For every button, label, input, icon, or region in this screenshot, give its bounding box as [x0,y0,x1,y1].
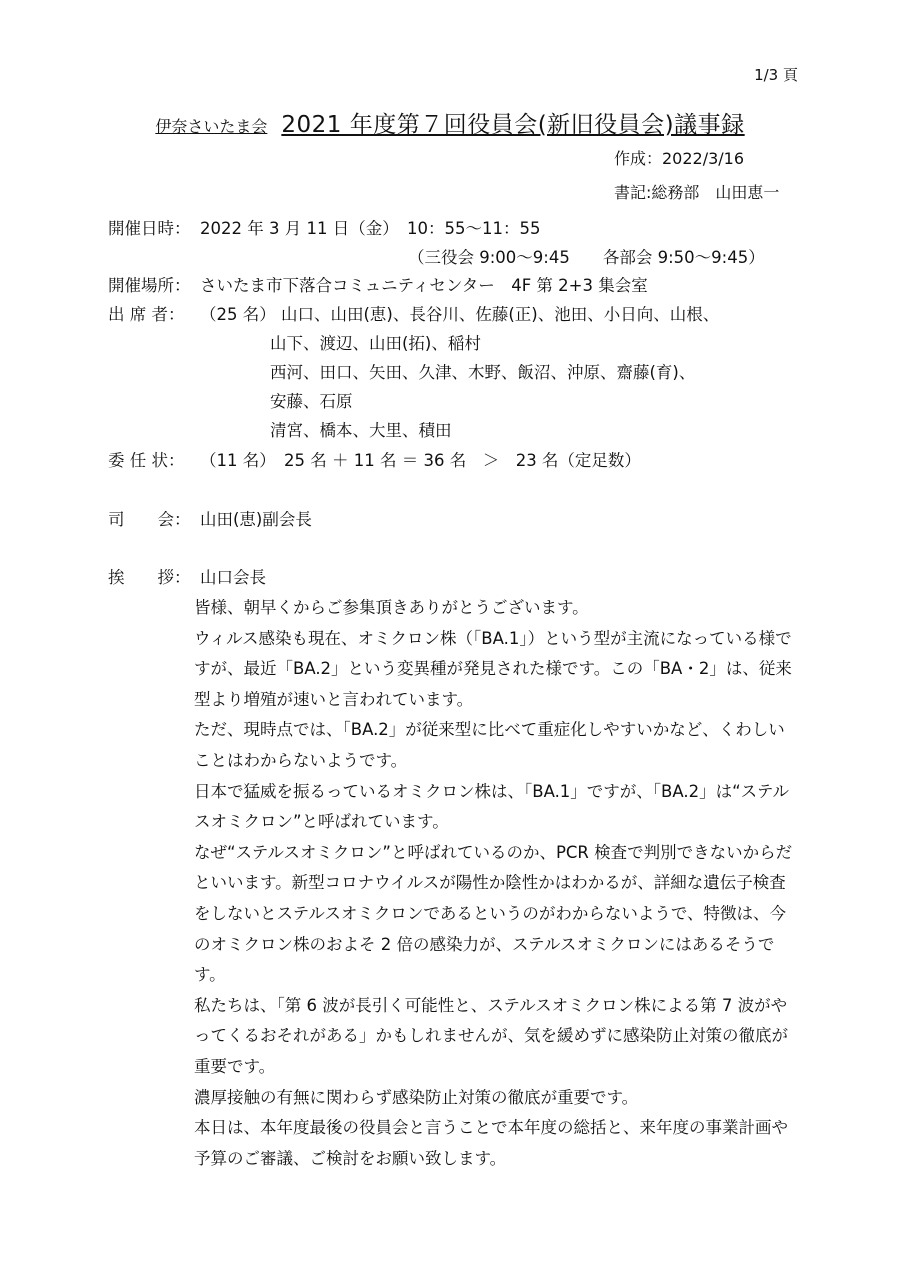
greeting-paragraph: ウィルス感染も現在、オミクロン株（「BA.1」）という型が主流になっている様ですが、最近「BA.2」という変異種が発見された様です。この「BA・2」は、従来型より増殖が速いと言われています。 [194,628,792,709]
attendees-line: （25 名） 山口、山田(恵)、長谷川、佐藤(正)、池田、小日向、山根、 [200,305,720,324]
venue-label: 開催場所： [108,276,191,295]
secretary: 書記:総務部 山田恵一 [614,183,780,202]
chair-value: 山田(恵)副会長 [200,510,312,529]
attendees-line: 山下、渡辺、山田(拓)、稲村 [270,334,481,353]
proxy-value: （11 名） 25 名 ＋ 11 名 ＝ 36 名 ＞ 23 名（定足数） [200,451,641,470]
greeting-paragraph: 皆様、朝早くからご参集頂きありがとうございます。 [194,598,589,617]
greeting-paragraph: 濃厚接触の有無に関わらず感染防止対策の徹底が重要です。 [194,1087,639,1107]
attendees-line: 西河、田口、矢田、久津、木野、飯沼、沖原、齋藤(育)、 [270,363,696,382]
title-main: 2021 年度第７回役員会(新旧役員会)議事録 [281,112,745,138]
greeting-paragraph: 日本で猛威を振るっているオミクロン株は、「BA.1」ですが、「BA.2」は“ステルスオミクロン”と呼ばれています。 [194,781,790,832]
greeting-paragraph: なぜ“ステルスオミクロン”と呼ばれているのか、PCR 検査で判別できないからだといいます。新型コロナウイルスが陽性か陰性かはわかるが、詳細な遺伝子検査をしないとステルスオミクロンであるというのがわからないようで、特徴は、今のオミクロン株のおよそ 2 倍の感染力が、ステルスオミクロンにはあるそうです。 [194,842,793,985]
datetime-value: 2022 年 3 月 11 日（金） 10：55～11：55 [200,219,541,238]
venue-value: さいたま市下落合コミュニティセンター 4F 第 2+3 集会室 [200,276,648,295]
greeting-body [194,593,799,1174]
greeting-label: 挨 拶： [108,568,191,587]
created-date: 作成：2022/3/16 [614,149,745,168]
datetime-label: 開催日時： [108,219,191,238]
proxy-label: 委 任 状： [108,451,185,470]
attendees-label: 出 席 者： [108,305,185,324]
datetime-sub: （三役会 9:00～9:45 各部会 9:50～9:45） [408,248,765,267]
greeting-paragraph: 私たちは、「第 6 波が長引く可能性と、ステルスオミクロン株による第 7 波がやってくるおそれがある」かもしれませんが、気を緩めずに感染防止対策の徹底が重要です。 [194,995,788,1076]
page-number: 1/3 頁 [754,66,798,84]
greeting-paragraph: 本日は、本年度最後の役員会と言うことで本年度の総括と、来年度の事業計画や予算のご審議、ご検討をお願い致します。 [194,1118,788,1168]
document-title [0,106,900,139]
organization-name: 伊奈さいたま会 [155,117,268,136]
greeting-paragraph: ただ、現時点では、「BA.2」が従来型に比べて重症化しやすいかなど、くわしいことはわからないようです。 [194,720,785,770]
chair-label: 司 会： [108,510,191,529]
greeting-speaker: 山口会長 [200,568,266,587]
attendees-line: 安藤、石原 [270,392,353,411]
attendees-line: 清宮、橋本、大里、積田 [270,421,452,440]
